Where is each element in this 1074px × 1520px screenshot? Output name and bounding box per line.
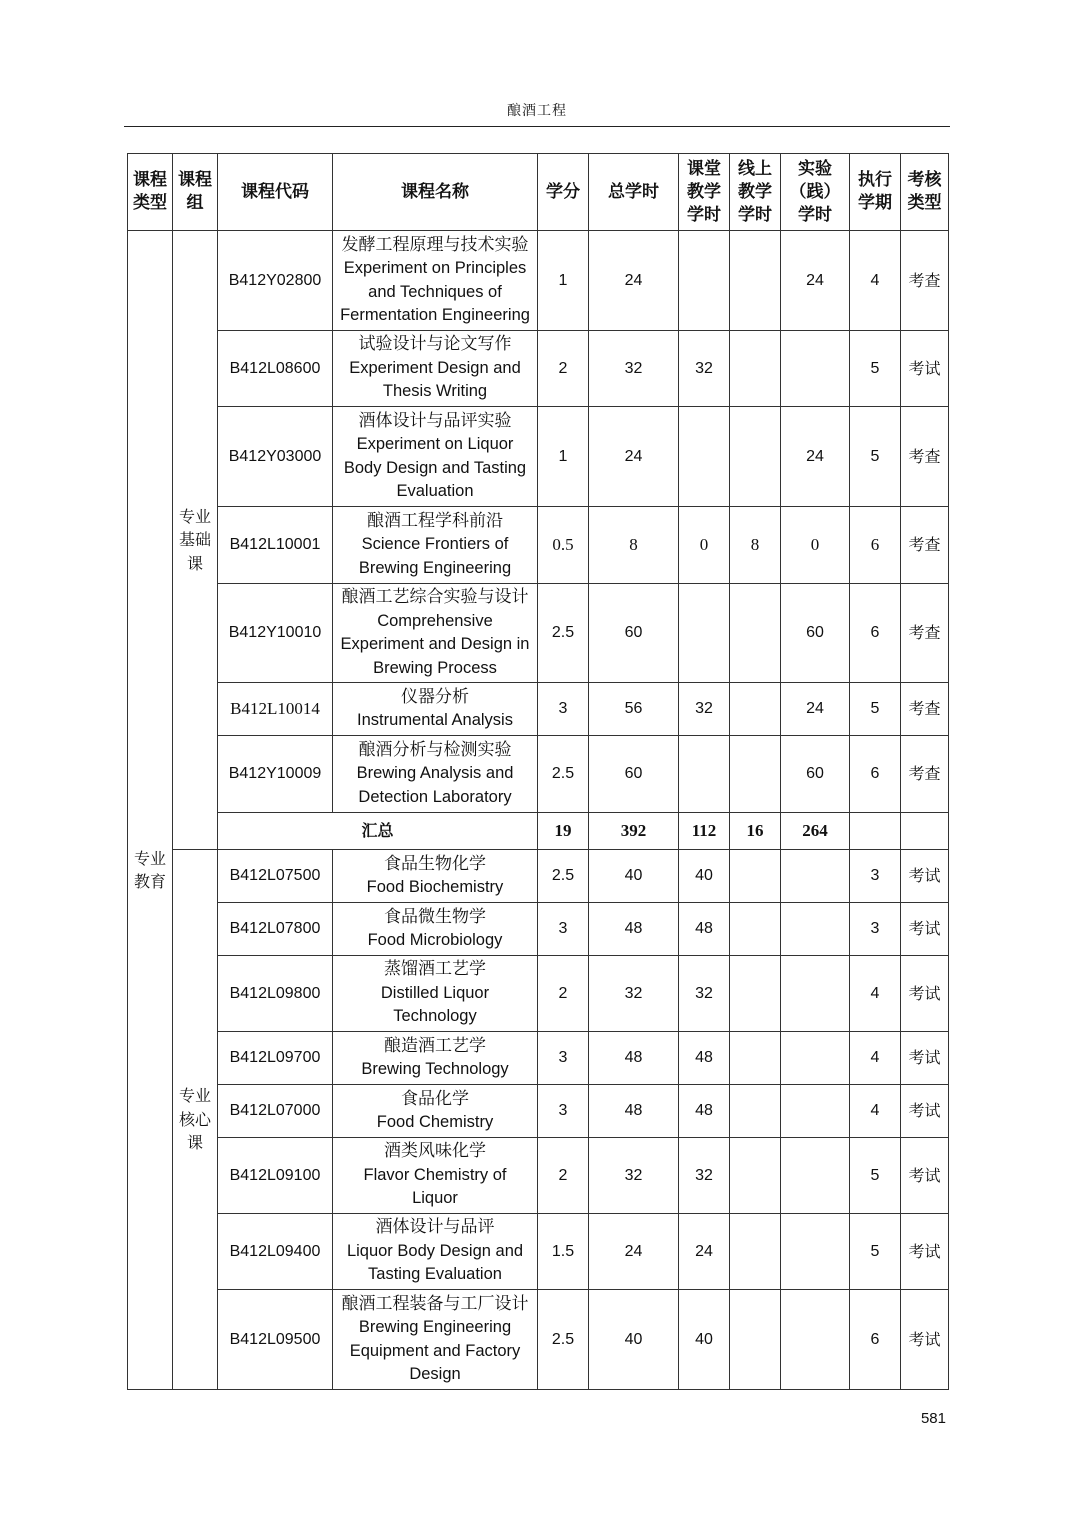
table-row <box>128 231 949 331</box>
class-hours-cell: 0 <box>679 507 730 584</box>
class-hours-cell: 32 <box>679 683 730 736</box>
exam-type-cell: 考试 <box>901 331 949 407</box>
class-hours-cell: 48 <box>679 1032 730 1085</box>
total-hours-cell: 40 <box>589 850 679 903</box>
page-header-title: 酿酒工程 <box>124 100 950 127</box>
header-online-hours: 线上 教学 学时 <box>730 154 781 231</box>
total-hours-cell: 32 <box>589 1138 679 1214</box>
credits-cell: 2 <box>538 956 589 1032</box>
course-name: 酿酒工程学科前沿 Science Frontiers of Brewing Engineering <box>333 507 538 584</box>
semester-cell: 4 <box>850 1032 901 1085</box>
course-code: B412L09700 <box>218 1032 333 1085</box>
header-course-group: 课程 组 <box>173 154 218 231</box>
online-hours-cell <box>730 736 781 813</box>
lab-hours-cell <box>781 1290 850 1390</box>
table-row <box>128 1214 949 1290</box>
summary-total-hours: 392 <box>589 813 679 850</box>
header-exam-type: 考核 类型 <box>901 154 949 231</box>
lab-hours-cell: 60 <box>781 736 850 813</box>
credits-cell: 1.5 <box>538 1214 589 1290</box>
course-name: 酿酒工艺综合实验与设计 Comprehensive Experiment and Design in Brewing Process <box>333 584 538 683</box>
semester-cell: 5 <box>850 1214 901 1290</box>
course-code: B412Y10010 <box>218 584 333 683</box>
course-name: 发酵工程原理与技术实验 Experiment on Principles and Techniques of Fermentation Engineering <box>333 231 538 331</box>
table-row <box>128 903 949 956</box>
table-row <box>128 850 949 903</box>
course-code: B412L09400 <box>218 1214 333 1290</box>
credits-cell: 2 <box>538 1138 589 1214</box>
lab-hours-cell <box>781 1214 850 1290</box>
summary-lab-hours: 264 <box>781 813 850 850</box>
course-name: 蒸馏酒工艺学 Distilled Liquor Technology <box>333 956 538 1032</box>
course-name: 酿酒分析与检测实验 Brewing Analysis and Detection Laboratory <box>333 736 538 813</box>
course-name: 酒类风味化学 Flavor Chemistry of Liquor <box>333 1138 538 1214</box>
header-lab-hours: 实验 （践） 学时 <box>781 154 850 231</box>
class-hours-cell: 24 <box>679 1214 730 1290</box>
lab-hours-cell: 60 <box>781 584 850 683</box>
lab-hours-cell <box>781 1138 850 1214</box>
course-name: 食品微生物学 Food Microbiology <box>333 903 538 956</box>
course-name: 酿酒工程装备与工厂设计 Brewing Engineering Equipment and Factory Design <box>333 1290 538 1390</box>
credits-cell: 2.5 <box>538 850 589 903</box>
class-hours-cell <box>679 584 730 683</box>
class-hours-cell <box>679 736 730 813</box>
course-code: B412L07800 <box>218 903 333 956</box>
exam-type-cell: 考试 <box>901 1138 949 1214</box>
header-course-code: 课程代码 <box>218 154 333 231</box>
online-hours-cell <box>730 1138 781 1214</box>
exam-type-cell: 考查 <box>901 584 949 683</box>
group-cell-foundation: 专业 基础 课 <box>173 231 218 850</box>
table-row <box>128 1032 949 1085</box>
credits-cell: 2.5 <box>538 736 589 813</box>
table-row <box>128 683 949 736</box>
table-row <box>128 584 949 683</box>
semester-cell: 6 <box>850 584 901 683</box>
lab-hours-cell <box>781 1085 850 1138</box>
header-row <box>128 154 949 231</box>
lab-hours-cell: 24 <box>781 683 850 736</box>
total-hours-cell: 24 <box>589 231 679 331</box>
total-hours-cell: 48 <box>589 1032 679 1085</box>
exam-type-cell: 考试 <box>901 850 949 903</box>
lab-hours-cell <box>781 331 850 407</box>
lab-hours-cell: 24 <box>781 231 850 331</box>
table-row <box>128 507 949 584</box>
course-code: B412Y10009 <box>218 736 333 813</box>
course-code: B412L09800 <box>218 956 333 1032</box>
total-hours-cell: 60 <box>589 584 679 683</box>
exam-type-cell: 考试 <box>901 1290 949 1390</box>
total-hours-cell: 32 <box>589 956 679 1032</box>
summary-semester <box>850 813 901 850</box>
semester-cell: 6 <box>850 1290 901 1390</box>
online-hours-cell <box>730 683 781 736</box>
lab-hours-cell <box>781 903 850 956</box>
course-name: 酿造酒工艺学 Brewing Technology <box>333 1032 538 1085</box>
credits-cell: 3 <box>538 683 589 736</box>
class-hours-cell <box>679 407 730 507</box>
header-course-name: 课程名称 <box>333 154 538 231</box>
total-hours-cell: 32 <box>589 331 679 407</box>
course-code: B412L08600 <box>218 331 333 407</box>
exam-type-cell: 考查 <box>901 683 949 736</box>
course-code: B412L07000 <box>218 1085 333 1138</box>
semester-cell: 4 <box>850 956 901 1032</box>
exam-type-cell: 考试 <box>901 956 949 1032</box>
semester-cell: 6 <box>850 507 901 584</box>
lab-hours-cell <box>781 956 850 1032</box>
summary-class-hours: 112 <box>679 813 730 850</box>
lab-hours-cell: 0 <box>781 507 850 584</box>
total-hours-cell: 40 <box>589 1290 679 1390</box>
semester-cell: 4 <box>850 231 901 331</box>
header-course-type: 课程 类型 <box>128 154 173 231</box>
total-hours-cell: 60 <box>589 736 679 813</box>
lab-hours-cell: 24 <box>781 407 850 507</box>
credits-cell: 2.5 <box>538 1290 589 1390</box>
total-hours-cell: 8 <box>589 507 679 584</box>
course-code: B412Y02800 <box>218 231 333 331</box>
class-hours-cell <box>679 231 730 331</box>
class-hours-cell: 40 <box>679 850 730 903</box>
class-hours-cell: 32 <box>679 956 730 1032</box>
lab-hours-cell <box>781 1032 850 1085</box>
header-total-hours: 总学时 <box>589 154 679 231</box>
online-hours-cell <box>730 331 781 407</box>
online-hours-cell <box>730 956 781 1032</box>
credits-cell: 0.5 <box>538 507 589 584</box>
credits-cell: 1 <box>538 231 589 331</box>
exam-type-cell: 考查 <box>901 507 949 584</box>
online-hours-cell <box>730 584 781 683</box>
exam-type-cell: 考查 <box>901 407 949 507</box>
credits-cell: 3 <box>538 903 589 956</box>
course-code: B412L09500 <box>218 1290 333 1390</box>
semester-cell: 4 <box>850 1085 901 1138</box>
class-hours-cell: 48 <box>679 903 730 956</box>
semester-cell: 3 <box>850 850 901 903</box>
summary-label: 汇总 <box>218 813 538 850</box>
online-hours-cell <box>730 1290 781 1390</box>
class-hours-cell: 48 <box>679 1085 730 1138</box>
lab-hours-cell <box>781 850 850 903</box>
credits-cell: 3 <box>538 1032 589 1085</box>
class-hours-cell: 32 <box>679 331 730 407</box>
exam-type-cell: 考查 <box>901 736 949 813</box>
course-code: B412L07500 <box>218 850 333 903</box>
exam-type-cell: 考试 <box>901 1214 949 1290</box>
header-semester: 执行 学期 <box>850 154 901 231</box>
semester-cell: 3 <box>850 903 901 956</box>
course-name: 食品化学 Food Chemistry <box>333 1085 538 1138</box>
course-name: 酒体设计与品评 Liquor Body Design and Tasting Evaluation <box>333 1214 538 1290</box>
course-name: 酒体设计与品评实验 Experiment on Liquor Body Design and Tasting Evaluation <box>333 407 538 507</box>
course-name: 仪器分析 Instrumental Analysis <box>333 683 538 736</box>
page-number: 581 <box>920 1410 946 1427</box>
header-class-hours: 课堂 教学 学时 <box>679 154 730 231</box>
exam-type-cell: 考试 <box>901 903 949 956</box>
table-row <box>128 331 949 407</box>
semester-cell: 6 <box>850 736 901 813</box>
total-hours-cell: 48 <box>589 903 679 956</box>
summary-exam-type <box>901 813 949 850</box>
credits-cell: 3 <box>538 1085 589 1138</box>
course-code: B412L10014 <box>218 683 333 736</box>
table-row <box>128 736 949 813</box>
online-hours-cell: 8 <box>730 507 781 584</box>
summary-row <box>128 813 949 850</box>
category-cell: 专业 教育 <box>128 231 173 1390</box>
table-row <box>128 1138 949 1214</box>
course-code: B412L10001 <box>218 507 333 584</box>
online-hours-cell <box>730 1085 781 1138</box>
summary-credits: 19 <box>538 813 589 850</box>
online-hours-cell <box>730 1032 781 1085</box>
semester-cell: 5 <box>850 683 901 736</box>
curriculum-table <box>127 153 949 1390</box>
exam-type-cell: 考试 <box>901 1085 949 1138</box>
semester-cell: 5 <box>850 407 901 507</box>
online-hours-cell <box>730 231 781 331</box>
online-hours-cell <box>730 407 781 507</box>
semester-cell: 5 <box>850 1138 901 1214</box>
table-row <box>128 407 949 507</box>
course-name: 食品生物化学 Food Biochemistry <box>333 850 538 903</box>
table-row <box>128 1085 949 1138</box>
total-hours-cell: 48 <box>589 1085 679 1138</box>
credits-cell: 1 <box>538 407 589 507</box>
online-hours-cell <box>730 850 781 903</box>
course-code: B412Y03000 <box>218 407 333 507</box>
course-name: 试验设计与论文写作 Experiment Design and Thesis Writing <box>333 331 538 407</box>
total-hours-cell: 24 <box>589 1214 679 1290</box>
credits-cell: 2.5 <box>538 584 589 683</box>
online-hours-cell <box>730 903 781 956</box>
class-hours-cell: 32 <box>679 1138 730 1214</box>
table-row <box>128 1290 949 1390</box>
total-hours-cell: 24 <box>589 407 679 507</box>
credits-cell: 2 <box>538 331 589 407</box>
semester-cell: 5 <box>850 331 901 407</box>
group-cell-core: 专业 核心 课 <box>173 850 218 1390</box>
total-hours-cell: 56 <box>589 683 679 736</box>
course-code: B412L09100 <box>218 1138 333 1214</box>
online-hours-cell <box>730 1214 781 1290</box>
summary-online-hours: 16 <box>730 813 781 850</box>
class-hours-cell: 40 <box>679 1290 730 1390</box>
table-row <box>128 956 949 1032</box>
exam-type-cell: 考查 <box>901 231 949 331</box>
exam-type-cell: 考试 <box>901 1032 949 1085</box>
header-credits: 学分 <box>538 154 589 231</box>
